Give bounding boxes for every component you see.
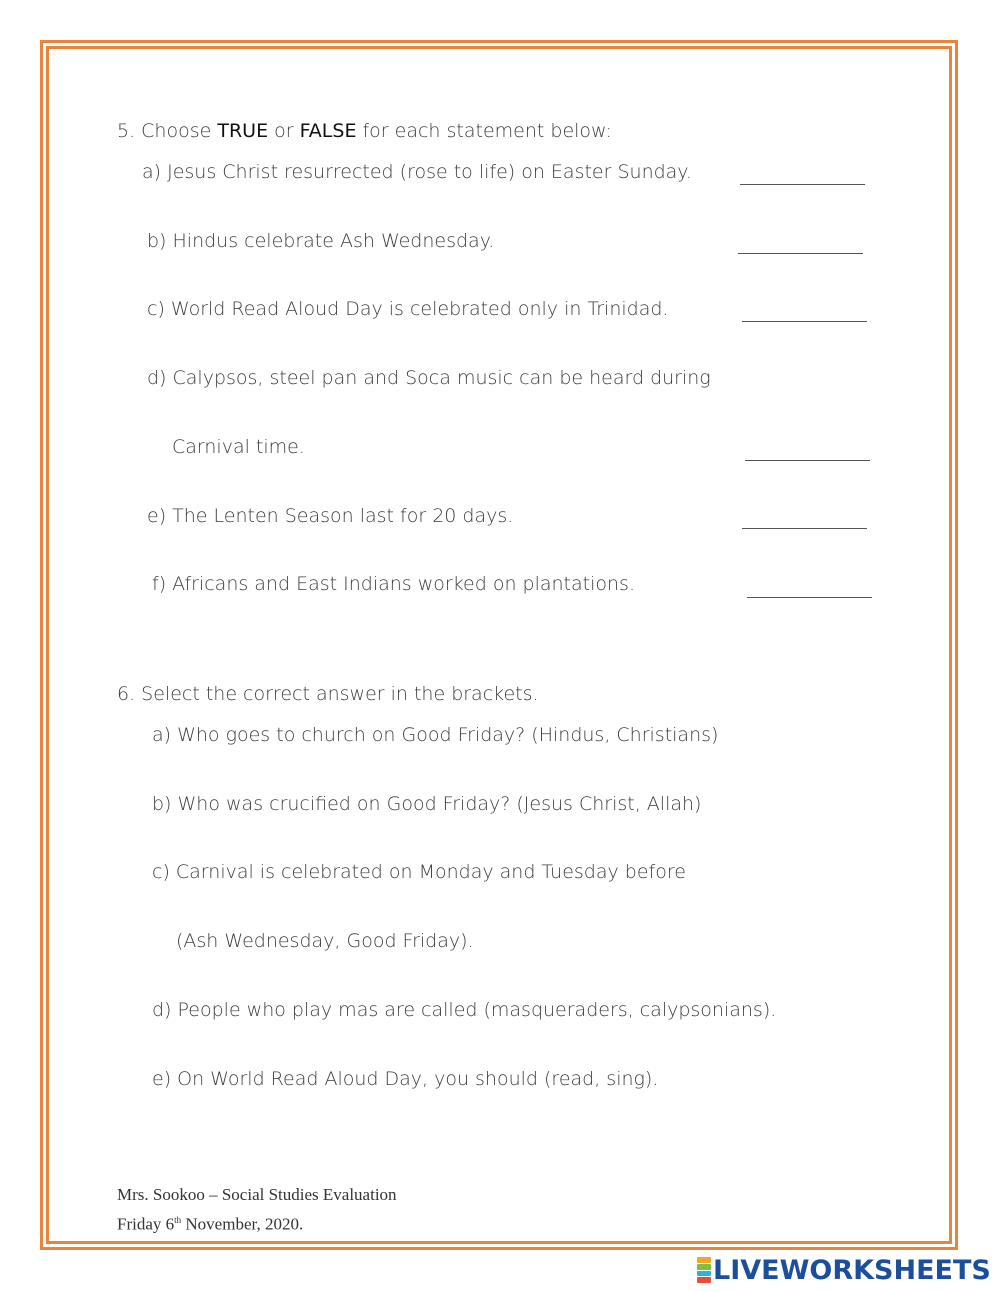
q5-intro [117, 119, 612, 143]
q6-intro: 6. Select the correct answer in the brackets. [117, 683, 539, 705]
liveworksheets-logo [697, 1252, 991, 1288]
logo-mark-block-3 [697, 1271, 711, 1277]
footer-date-day: Friday 6 [117, 1214, 175, 1234]
true-keyword: TRUE [217, 120, 269, 142]
footer-date-suffix: th [174, 1215, 182, 1225]
logo-mark-icon [697, 1257, 711, 1283]
q5-item-e: e) The Lenten Season last for 20 days. [147, 505, 514, 527]
q5-item-a: a) Jesus Christ resurrected (rose to life) on Easter Sunday. [142, 161, 692, 183]
answer-blank-d[interactable] [745, 460, 870, 461]
q6-item-c-continued[interactable]: (Ash Wednesday, Good Friday). [176, 930, 474, 952]
q5-intro-prefix: 5. Choose [117, 120, 218, 142]
q6-item-d[interactable]: d) People who play mas are called (masqueraders, calypsonians). [152, 999, 777, 1021]
q5-item-f: f) Africans and East Indians worked on plantations. [152, 573, 635, 595]
logo-mark-block-4 [697, 1277, 711, 1283]
footer-date-rest: November, 2020. [181, 1214, 304, 1234]
answer-blank-e[interactable] [742, 528, 867, 529]
footer-author: Mrs. Sookoo – Social Studies Evaluation [117, 1185, 397, 1204]
q6-item-e[interactable]: e) On World Read Aloud Day, you should (read, sing). [152, 1068, 659, 1090]
q5-item-d-continued: Carnival time. [172, 436, 305, 458]
q5-intro-suffix: for each statement below: [356, 120, 612, 142]
q5-item-d: d) Calypsos, steel pan and Soca music can be heard during [147, 367, 711, 389]
page-border-inner [46, 46, 952, 1244]
q6-item-b[interactable]: b) Who was crucified on Good Friday? (Jesus Christ, Allah) [152, 793, 702, 815]
answer-blank-c[interactable] [742, 321, 867, 322]
q6-item-a[interactable]: a) Who goes to church on Good Friday? (Hindus, Christians) [152, 724, 719, 746]
answer-blank-f[interactable] [747, 597, 872, 598]
footer-date [117, 1209, 303, 1236]
answer-blank-a[interactable] [740, 184, 865, 185]
false-keyword: FALSE [299, 120, 357, 142]
q5-item-c: c) World Read Aloud Day is celebrated only in Trinidad. [147, 298, 669, 320]
q5-intro-or: or [268, 120, 300, 142]
answer-blank-b[interactable] [738, 253, 863, 254]
q5-item-b: b) Hindus celebrate Ash Wednesday. [147, 230, 495, 252]
q6-item-c[interactable]: c) Carnival is celebrated on Monday and Tuesday before [152, 861, 686, 883]
logo-mark-block-1 [697, 1257, 711, 1263]
logo-text: LIVEWORKSHEETS [713, 1254, 991, 1286]
logo-mark-block-2 [697, 1264, 711, 1270]
